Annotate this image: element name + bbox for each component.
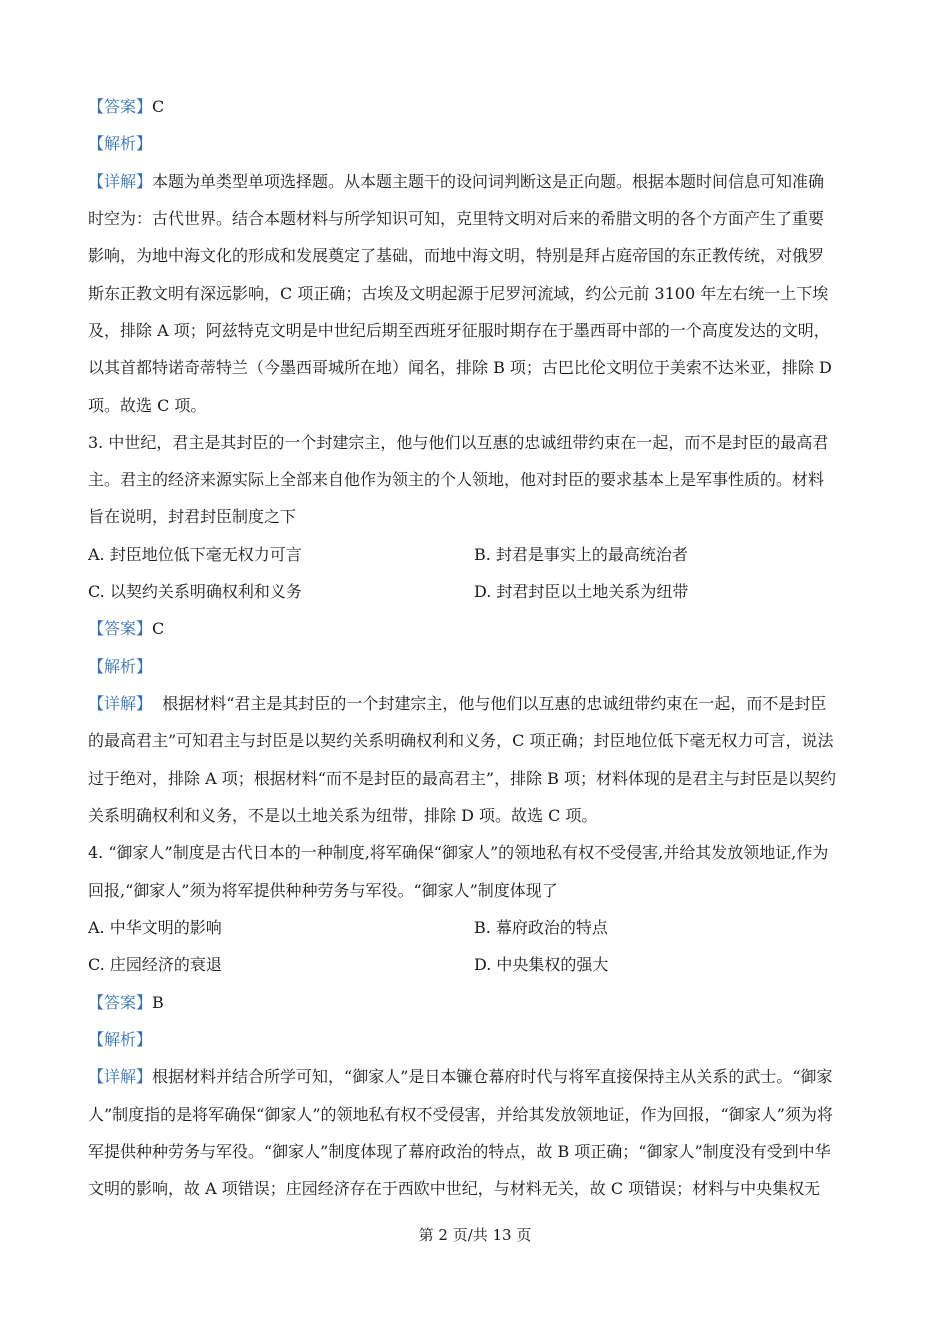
answer-value: C bbox=[152, 97, 165, 116]
detail-text: 根据材料“君主是其封臣的一个封建宗主，他与他们以互惠的忠诚纽带约束在一起，而不是封臣 bbox=[152, 694, 827, 713]
q3-analysis-tag: 【解析】 bbox=[88, 657, 153, 676]
detail-text: 及，排除 A 项；阿兹特克文明是中世纪后期至西班牙征服时期存在于墨西哥中部的一个高度发达的文明， bbox=[88, 321, 830, 340]
q4-option-a: A. 中华文明的影响 bbox=[88, 918, 222, 937]
q4-stem: 回报,“御家人”须为将军提供种种劳务与军役。“御家人”制度体现了 bbox=[88, 881, 558, 900]
q2-answer-line bbox=[88, 96, 164, 118]
detail-text: 根据材料并结合所学可知，“御家人”是日本镰仓幕府时代与将军直接保持主从关系的武士。“御家 bbox=[152, 1067, 833, 1086]
q4-analysis-tag: 【解析】 bbox=[88, 1030, 153, 1049]
q3-detail-line bbox=[88, 693, 826, 715]
q3-option-b: B. 封君是事实上的最高统治者 bbox=[474, 545, 688, 564]
q3-stem: 主。君主的经济来源实际上全部来自他作为领主的个人领地，他对封臣的要求基本上是军事性质的。材料 bbox=[88, 470, 825, 489]
answer-tag: 【答案】 bbox=[88, 97, 153, 116]
q3-option-c: C. 以契约关系明确权利和义务 bbox=[88, 582, 302, 601]
answer-tag: 【答案】 bbox=[88, 619, 153, 638]
detail-text: 本题为单类型单项选择题。从本题主题干的设问词判断这是正向题。根据本题时间信息可知准确 bbox=[152, 172, 825, 191]
answer-value: B bbox=[152, 993, 164, 1012]
q4-answer-line bbox=[88, 992, 164, 1014]
detail-text: 斯东正教文明有深远影响，C 项正确；古埃及文明起源于尼罗河流域，约公元前 3100 年左右统一上下埃 bbox=[88, 284, 829, 303]
detail-text: 过于绝对，排除 A 项；根据材料“而不是封臣的最高君主”，排除 B 项；材料体现的是君主与封臣是以契约 bbox=[88, 769, 837, 788]
q3-stem: 3. 中世纪，君主是其封臣的一个封建宗主，他与他们以互惠的忠诚纽带约束在一起，而不是封臣的最高君 bbox=[88, 433, 829, 452]
answer-value: C bbox=[152, 619, 165, 638]
q4-option-b: B. 幕府政治的特点 bbox=[474, 918, 608, 937]
detail-text: 时空为：古代世界。结合本题材料与所学知识可知，克里特文明对后来的希腊文明的各个方面产生了重要 bbox=[88, 209, 825, 228]
q4-option-d: D. 中央集权的强大 bbox=[474, 955, 609, 974]
detail-text: 关系明确权利和义务，不是以土地关系为纽带，排除 D 项。故选 C 项。 bbox=[88, 806, 598, 825]
detail-text: 文明的影响，故 A 项错误；庄园经济存在于西欧中世纪，与材料无关，故 C 项错误；材料与中央集权无 bbox=[88, 1179, 821, 1198]
q3-option-d: D. 封君封臣以土地关系为纽带 bbox=[474, 582, 689, 601]
detail-text: 项。故选 C 项。 bbox=[88, 396, 207, 415]
q2-analysis-tag: 【解析】 bbox=[88, 134, 153, 153]
detail-text: 人”制度指的是将军确保“御家人”的领地私有权不受侵害，并给其发放领地证，作为回报，“御家人”须为将 bbox=[88, 1105, 833, 1124]
detail-tag: 【详解】 bbox=[88, 172, 153, 191]
detail-text: 以其首都特诺奇蒂特兰（今墨西哥城所在地）闻名，排除 B 项；古巴比伦文明位于美索不达米亚，排除 D bbox=[88, 358, 832, 377]
detail-text: 军提供种种劳务与军役。“御家人”制度体现了幕府政治的特点，故 B 项正确；“御家人”制度没有受到中华 bbox=[88, 1142, 831, 1161]
detail-tag: 【详解】 bbox=[88, 694, 153, 713]
answer-tag: 【答案】 bbox=[88, 993, 153, 1012]
q3-option-a: A. 封臣地位低下毫无权力可言 bbox=[88, 545, 302, 564]
page-footer: 第 2 页/共 13 页 bbox=[418, 1226, 532, 1244]
q4-stem: 4. “御家人”制度是古代日本的一种制度,将军确保“御家人”的领地私有权不受侵害,并给其发放领地证,作为 bbox=[88, 843, 829, 862]
q4-detail-line bbox=[88, 1066, 833, 1088]
q3-stem: 旨在说明，封君封臣制度之下 bbox=[88, 507, 297, 526]
q2-detail-line bbox=[88, 171, 824, 193]
detail-text: 影响，为地中海文化的形成和发展奠定了基础，而地中海文明，特别是拜占庭帝国的东正教传统，对俄罗 bbox=[88, 246, 825, 265]
detail-text: 的最高君主”可知君主与封臣是以契约关系明确权利和义务，C 项正确；封臣地位低下毫无权力可言，说法 bbox=[88, 731, 834, 750]
q3-answer-line bbox=[88, 618, 164, 640]
detail-tag: 【详解】 bbox=[88, 1067, 153, 1086]
q4-option-c: C. 庄园经济的衰退 bbox=[88, 955, 222, 974]
